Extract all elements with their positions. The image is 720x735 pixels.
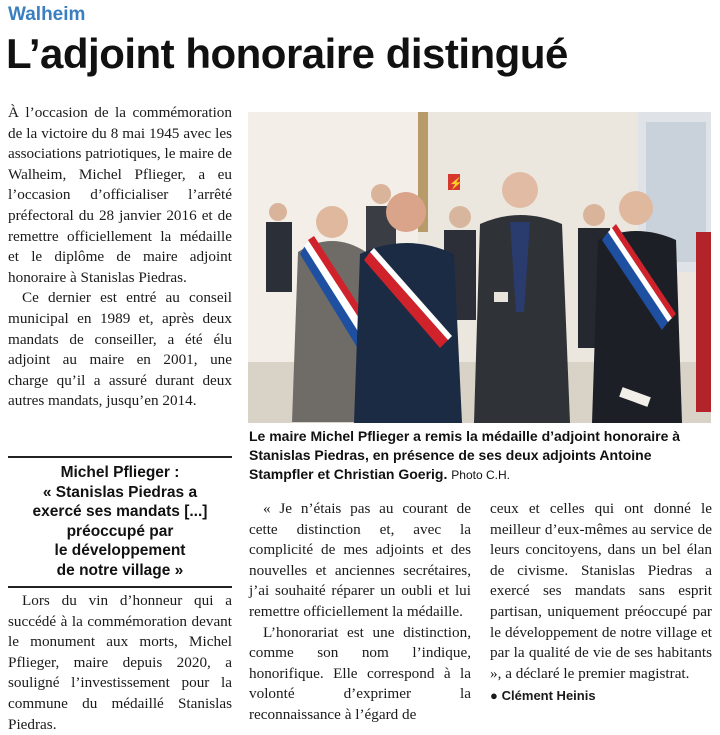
wall-sign: ⚡ [449,178,463,190]
photo-caption [249,427,711,485]
article-column-2 [249,499,471,726]
quote-line: préoccupé par [66,522,174,540]
paragraph: « Je n’étais pas au courant de cette distinction et, avec la complicité de mes adjoints et des nouvelles et anciennes secrétaires, j’ai souhaité réparer un oubli et lui remettre officiellement la médaille. [249,500,471,620]
ceremony-photo-illustration [248,112,711,423]
author-line [490,686,712,707]
quote-line: Michel Pflieger : [60,464,180,481]
photo-credit: Photo C.H. [451,468,510,482]
paragraph: Ce dernier est entré au conseil municipal en 1989 et, après deux mandats de conseiller, a été élu adjoint au maire en 2001, une charge qu’il a assuré durant deux autres mandats, jusqu’en 2014. [8,289,232,410]
paragraph: À l’occasion de la commémoration de la victoire du 8 mai 1945 avec les associations patriotiques, le maire de Walheim, Michel Pflieger, a eu l’occasion d’officialiser l’arrêté préfectoral du 28 janvier 2016 et de remettre officiellement la médaille et le diplôme de maire adjoint honoraire à Stanislas Piedras. [8,104,232,286]
quote-line: « Stanislas Piedras a [42,483,198,501]
pull-quote [8,456,232,588]
headline: L’adjoint honoraire distingué [6,30,568,77]
article-column-1 [8,103,232,412]
paragraph: L’honorariat est une distinction, comme son nom l’indique, honorifique. Elle correspond à la volonté d’exprimer la reconnaissance à l’égard de [249,623,471,723]
quote-line: le développement [54,542,186,559]
article-column-3 [490,499,712,707]
paragraph: ceux et celles qui ont donné le meilleur d’eux-mêmes au service de leurs concitoyens, dans un bel élan de civisme. Stanislas Piedras a exercé ses mandats sans esprit partisan, uniquement préoccupé par le développement de notre village et par la qualité de vie de ses habitants », a déclaré le premier magistrat. [490,500,712,682]
section-kicker: Walheim [8,4,86,25]
quote-line: exercé ses mandats [...] [32,503,208,520]
author-name: Clément Heinis [501,688,596,704]
bullet-icon: ● [490,688,498,704]
quote-line: de notre village » [56,561,184,579]
paragraph: Lors du vin d’honneur qui a succédé à la commémoration devant le monument aux morts, Michel Pflieger, maire depuis 2020, a souligné l’investissement pour la commune du médaillé Stanislas Piedras. [8,592,232,733]
article-photo [248,112,711,423]
caption-text: Le maire Michel Pflieger a remis la médaille d’adjoint honoraire à Stanislas Piedras, en présence de ses deux adjoints Antoine Stampfler et Christian Goerig. [249,428,681,482]
article-column-1-continued [8,591,232,735]
